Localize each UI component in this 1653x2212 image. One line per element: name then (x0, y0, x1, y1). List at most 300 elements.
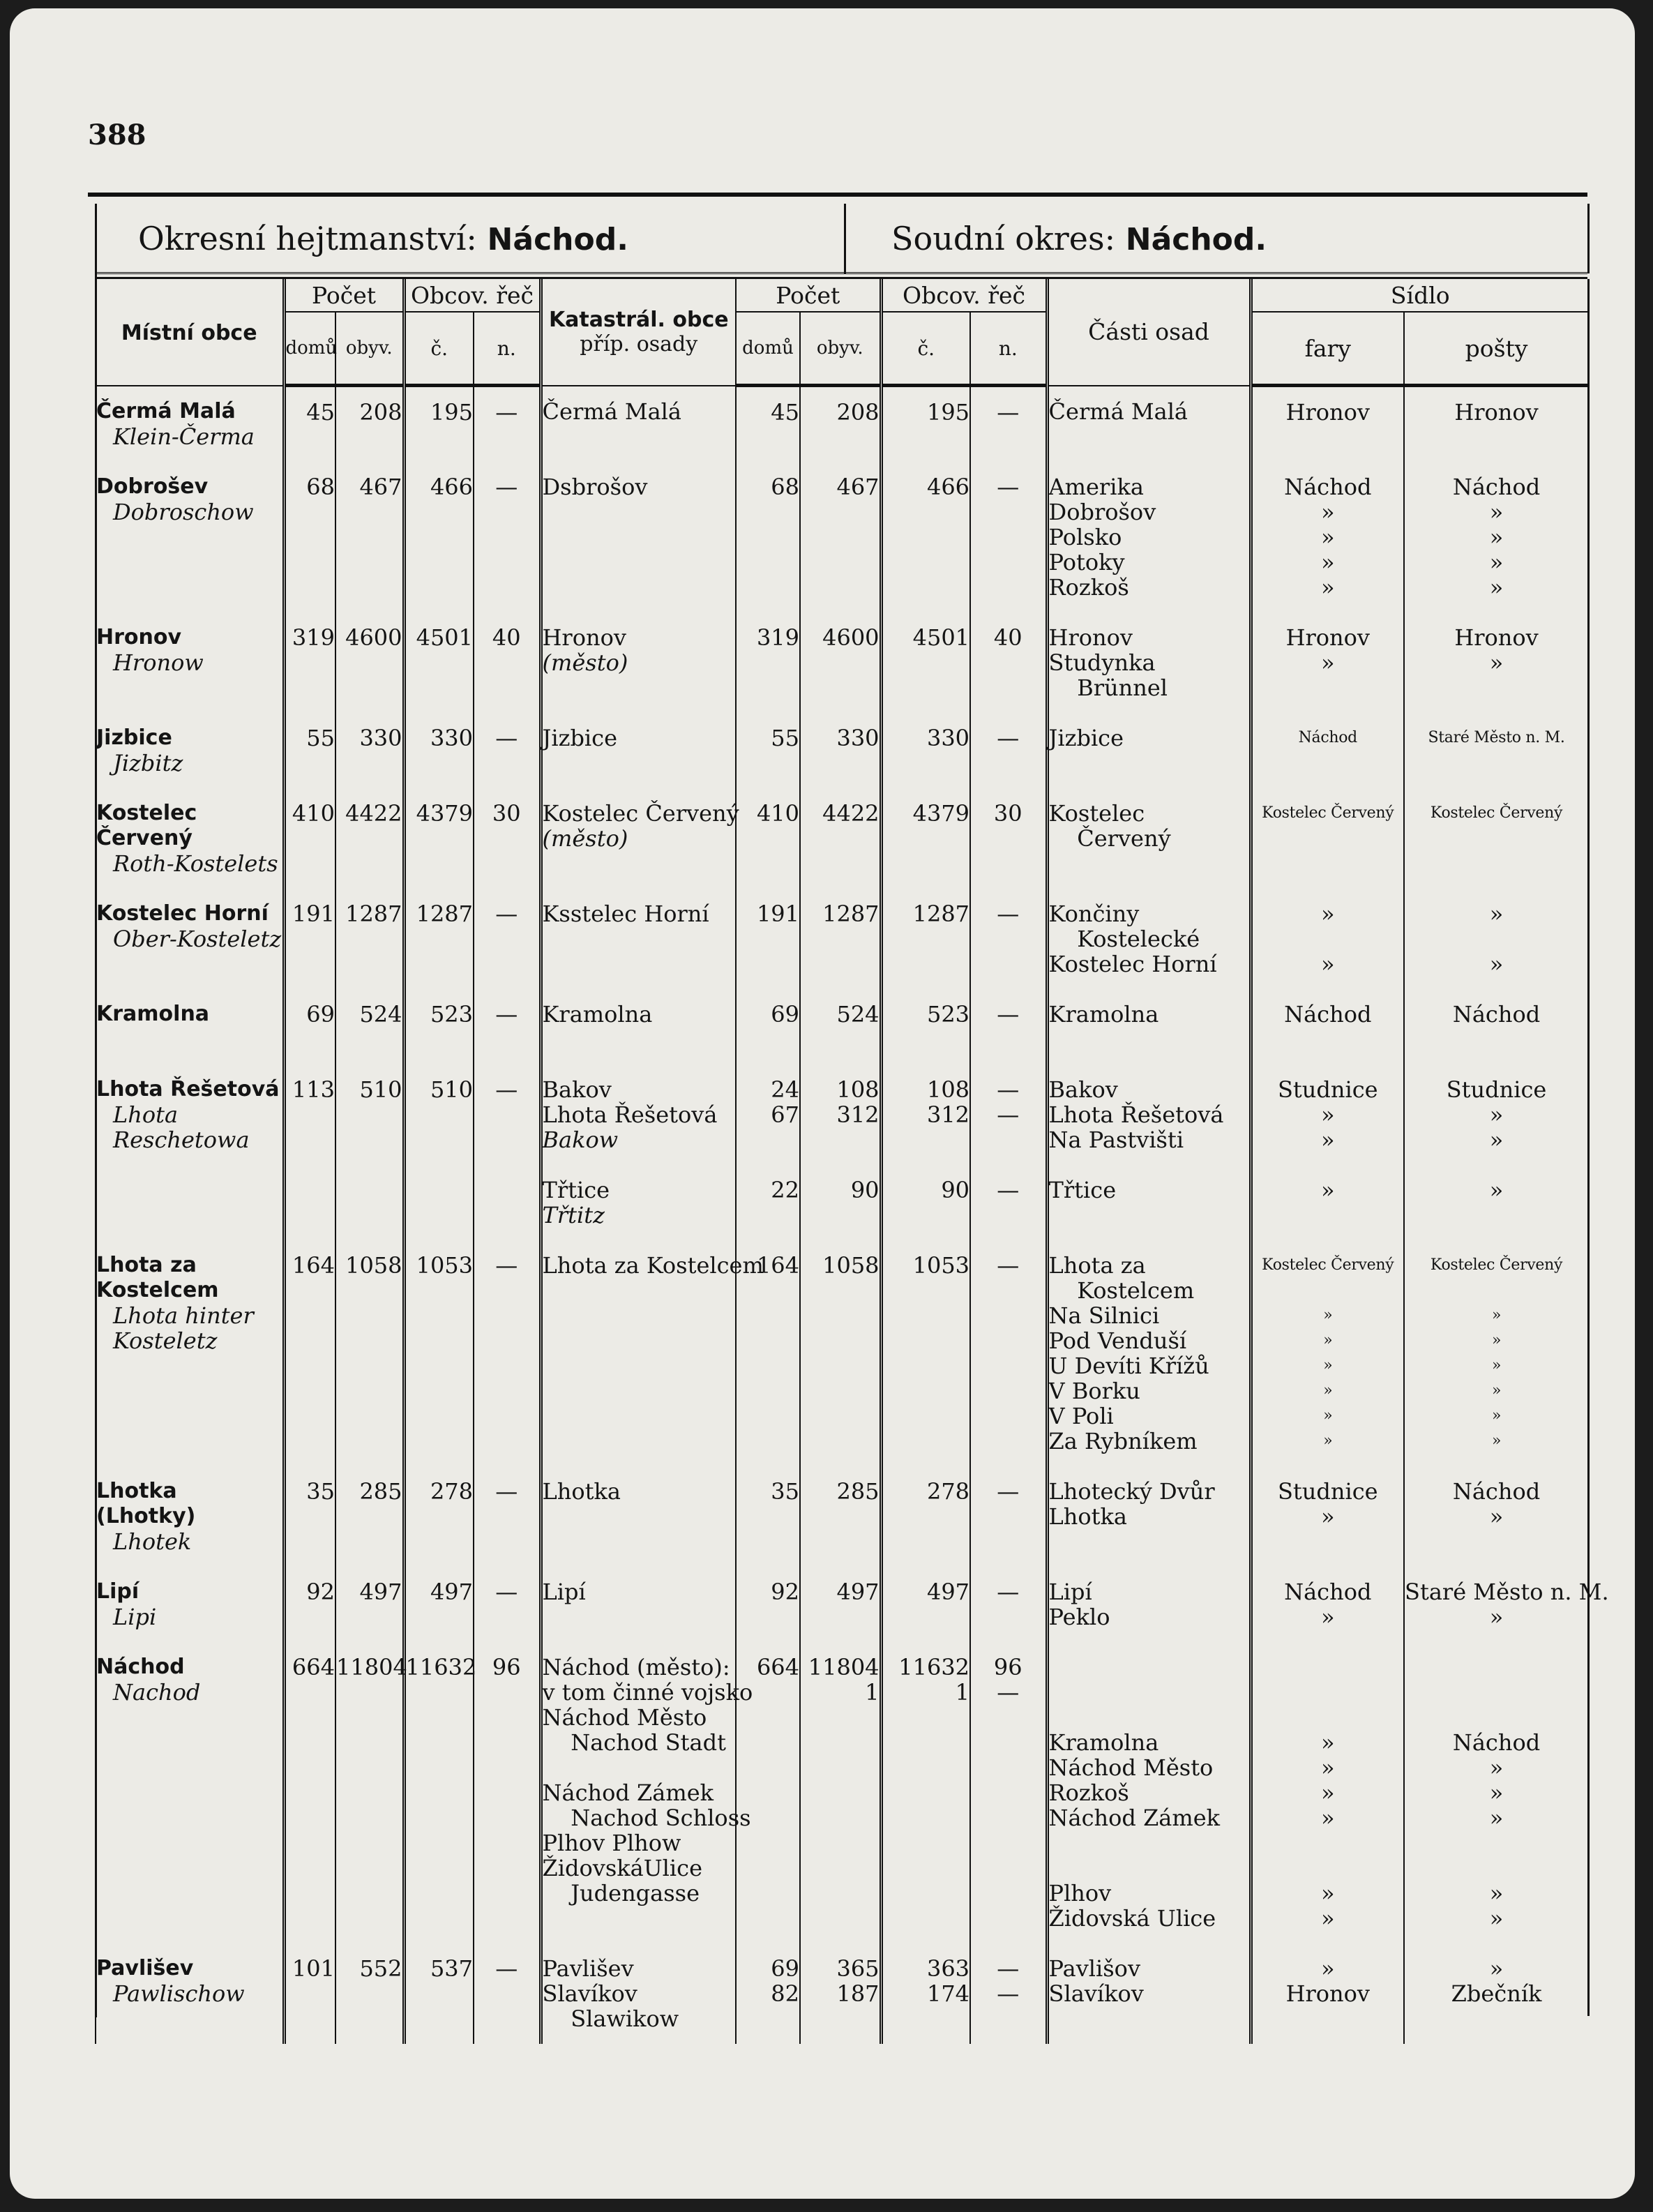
houses-value: 191 (292, 900, 335, 927)
settlement-parts-cell (1047, 612, 1251, 713)
parish-seat-cell (1251, 386, 1404, 462)
cad-czech-value: 497 (926, 1578, 970, 1605)
municipality-name-de: Lhotek (113, 1528, 192, 1555)
municipality-cell (96, 386, 284, 462)
german-speakers-cell (474, 713, 541, 788)
cadastral-name: Čermá Malá (542, 398, 681, 425)
parish-seat-cell (1251, 1943, 1404, 2044)
german-speakers-cell (474, 386, 541, 462)
municipality-name: Kramolna (96, 1001, 210, 1026)
municipality-cell (96, 1240, 284, 1466)
cad-population-value: 365 187 (836, 1955, 880, 2007)
parish-seat-cell (1251, 1466, 1404, 1567)
houses-value: 68 (306, 473, 335, 500)
houses-cell (284, 788, 335, 889)
houses-cell (284, 1466, 335, 1567)
cadastral-cell (541, 788, 739, 889)
population-cell (335, 713, 404, 788)
cad-czech-cell (881, 1064, 970, 1165)
municipality-cell (96, 462, 284, 612)
cad-population-cell (800, 1240, 881, 1466)
german-speakers-value: — (495, 1955, 518, 1982)
settlement-parts-value: Bakov Lhota Řešetová Na Pastvišti (1048, 1076, 1224, 1153)
population-value: 285 (359, 1477, 402, 1505)
german-speakers-value: — (495, 900, 518, 927)
cadastral-cell (541, 713, 736, 788)
cad-population-cell (800, 462, 881, 612)
cad-population-cell (800, 1567, 881, 1642)
cad-german-cell (970, 989, 1047, 1064)
settlement-parts-value: Kramolna (1048, 1000, 1159, 1028)
population-cell (335, 1165, 404, 1240)
settlement-parts-cell (1047, 1240, 1251, 1466)
municipality-name-de: Nachod (113, 1678, 201, 1706)
court-value: Náchod. (1125, 222, 1267, 257)
municipality-name-de: Klein-Čerma (113, 423, 255, 450)
settlement-parts-cell (1047, 1943, 1251, 2044)
parish-seat-cell (1251, 889, 1404, 989)
cad-population-value: 208 (836, 399, 880, 426)
parish-seat-value: » » (1320, 900, 1335, 977)
population-value: 524 (359, 1000, 402, 1028)
cadastral-cell (541, 1642, 753, 1943)
cad-houses-cell (736, 1466, 800, 1567)
cad-german-cell (970, 612, 1047, 713)
cad-houses-value: 69 (771, 1000, 800, 1028)
post-seat-cell (1404, 462, 1588, 612)
municipality-name-de: Roth-Kostelets (113, 850, 278, 877)
population-value: 208 (359, 399, 402, 426)
czech-speakers-cell (404, 1642, 477, 1943)
post-seat-value: » (1489, 1176, 1504, 1203)
czech-speakers-value: 1053 (416, 1251, 474, 1279)
district-value: Náchod. (487, 222, 628, 257)
page-number: 388 (88, 119, 146, 151)
cadastral-cell (541, 1466, 736, 1567)
settlement-parts-value: Lhota za Kostelcem Na Silnici Pod Venduší U Devíti Křížů V Borku V Poli Za Rybníkem (1048, 1251, 1209, 1454)
settlement-parts-value: Třtice (1048, 1176, 1117, 1203)
table-row (96, 989, 1588, 1064)
records-table (95, 279, 1609, 2044)
post-seat-value: Staré Město n. M. » (1405, 1578, 1609, 1630)
houses-cell (284, 1064, 335, 1165)
german-speakers-cell (474, 1567, 541, 1642)
cad-houses-value: 319 (756, 624, 800, 651)
german-speakers-cell (474, 788, 541, 889)
post-seat-value: Studnice » » (1446, 1076, 1547, 1153)
czech-speakers-cell (404, 1567, 474, 1642)
cad-houses-cell (736, 989, 800, 1064)
houses-cell (284, 713, 335, 788)
cadastral-name: Třtice (542, 1176, 610, 1203)
cad-houses-value: 191 (756, 900, 800, 927)
german-speakers-value: — (495, 1251, 518, 1279)
cad-population-value: 497 (836, 1578, 880, 1605)
settlement-parts-cell (1047, 889, 1251, 989)
col-municipality: Místní obce (96, 279, 284, 386)
parish-seat-value: Náchod (1284, 1000, 1372, 1028)
post-seat-cell (1404, 713, 1588, 788)
houses-value: 319 (292, 624, 335, 651)
post-seat-value: Náchod (1452, 1000, 1541, 1028)
municipality-name-de: Pawlischow (113, 1980, 245, 2007)
settlement-parts-cell (1047, 1165, 1251, 1240)
houses-cell (284, 889, 335, 989)
cad-houses-cell (736, 1567, 800, 1642)
houses-value: 410 (292, 799, 335, 827)
population-value: 510 (359, 1076, 402, 1103)
population-value: 497 (359, 1578, 402, 1605)
municipality-name: Hronov (96, 624, 182, 649)
table-row (96, 1567, 1588, 1642)
cadastral-cell (541, 386, 736, 462)
col-cad-obyv: obyv. (800, 312, 881, 386)
houses-cell (284, 612, 335, 713)
cad-czech-cell (881, 612, 970, 713)
settlement-parts-value: Pavlišov Slavíkov (1048, 1955, 1144, 2007)
population-value: 330 (359, 724, 402, 751)
title-bottom-rule (95, 272, 1587, 279)
german-speakers-value: — (495, 724, 518, 751)
cad-houses-value: 664 (756, 1653, 800, 1680)
municipality-name: Lhota za Kostelcem (96, 1252, 219, 1302)
col-obcov-rec: Obcov. řeč (404, 279, 541, 312)
houses-value: 45 (306, 399, 335, 426)
cadastral-name-extra: (město) (542, 825, 628, 852)
col-n: n. (474, 312, 541, 386)
parish-seat-cell (1251, 1064, 1404, 1165)
table-row (96, 462, 1588, 612)
cadastral-name: Náchod (město): v tom činné vojsko Náchod Město Nachod Stadt Náchod Zámek Nachod Schloss Plhov Plhow ŽidovskáUlice Judengasse (542, 1653, 753, 1906)
cad-czech-value: 1053 (912, 1251, 970, 1279)
col-cad-domu: domů (736, 312, 800, 386)
czech-speakers-value: 195 (430, 399, 474, 426)
parish-seat-cell (1251, 612, 1404, 713)
cad-czech-cell (881, 1240, 970, 1466)
czech-speakers-cell (404, 1466, 474, 1567)
parish-seat-value: » » » » » » (1320, 1729, 1335, 1932)
post-seat-cell (1404, 1466, 1588, 1567)
parish-seat-cell (1251, 788, 1404, 889)
cad-population-cell (800, 1165, 881, 1240)
municipality-name: Kostelec Horní (96, 901, 269, 926)
settlement-parts-cell (1047, 386, 1251, 462)
czech-speakers-value: 4501 (416, 624, 474, 651)
cad-houses-cell (736, 1165, 800, 1240)
houses-cell (284, 1567, 335, 1642)
municipality-cell (96, 889, 284, 989)
german-speakers-cell (474, 612, 541, 713)
czech-speakers-value: 497 (430, 1578, 474, 1605)
cad-czech-value: 278 (926, 1477, 970, 1505)
german-speakers-cell (474, 1642, 541, 1943)
cad-population-value: 108 312 (836, 1076, 880, 1128)
population-cell (335, 612, 404, 713)
houses-cell (284, 1240, 335, 1466)
cad-german-cell (970, 1165, 1047, 1240)
czech-speakers-value: 330 (430, 724, 474, 751)
cad-population-value: 1287 (822, 900, 880, 927)
czech-speakers-cell (404, 989, 474, 1064)
cad-czech-value: 330 (926, 724, 970, 751)
page (10, 8, 1635, 2199)
cad-population-value: 285 (836, 1477, 880, 1505)
parish-seat-cell (1251, 1240, 1404, 1466)
cad-german-cell (970, 1642, 1047, 1943)
cad-houses-cell (736, 462, 800, 612)
col-domu: domů (284, 312, 335, 386)
population-cell (335, 788, 404, 889)
cad-czech-cell (881, 1466, 970, 1567)
cad-czech-cell (881, 1642, 970, 1943)
court-title (891, 204, 1267, 273)
cad-houses-cell (736, 788, 800, 889)
cad-houses-cell (736, 1064, 800, 1165)
title-separator (844, 204, 846, 273)
cad-czech-value: 466 (926, 473, 970, 500)
municipality-name-de: Lipi (113, 1603, 157, 1630)
post-seat-cell (1404, 1642, 1588, 1943)
cad-czech-value: 4501 (912, 624, 970, 651)
german-speakers-value: — (495, 1578, 518, 1605)
cad-czech-cell (881, 889, 970, 989)
settlement-parts-value: Hronov Studynka Brünnel (1048, 624, 1168, 701)
german-speakers-value: 40 (492, 624, 521, 651)
cad-german-cell (970, 1466, 1047, 1567)
cadastral-cell (541, 889, 736, 989)
settlement-parts-cell (1047, 989, 1251, 1064)
municipality-name: Pavlišev (96, 1955, 194, 1980)
cad-population-cell (800, 889, 881, 989)
cad-houses-cell (736, 386, 800, 462)
parish-seat-value: Náchod » (1284, 1578, 1372, 1630)
col-cad-n: n. (970, 312, 1047, 386)
district-title (138, 204, 628, 273)
settlement-parts-value: Končiny Kostelecké Kostelec Horní (1048, 900, 1217, 977)
population-value: 1287 (345, 900, 402, 927)
parish-seat-cell (1251, 713, 1404, 788)
german-speakers-value: — (495, 473, 518, 500)
post-seat-cell (1404, 1165, 1588, 1240)
cad-population-cell (800, 989, 881, 1064)
cadastral-cell (541, 612, 736, 713)
cad-population-cell (800, 713, 881, 788)
houses-value: 92 (306, 1578, 335, 1605)
cadastral-name: Kostelec Červený (542, 799, 739, 827)
municipality-cell (96, 612, 284, 713)
czech-speakers-value: 510 (430, 1076, 474, 1103)
czech-speakers-cell (404, 889, 474, 989)
table-row (96, 1064, 1588, 1165)
german-speakers-cell (474, 989, 541, 1064)
cadastral-cell (541, 1165, 736, 1240)
german-speakers-value: — (495, 1477, 518, 1505)
houses-cell (284, 1943, 335, 2044)
czech-speakers-value: 4379 (416, 799, 474, 827)
cad-population-cell (800, 1943, 881, 2044)
cad-houses-value: 92 (771, 1578, 800, 1605)
cad-german-value: — (997, 1000, 1020, 1028)
population-cell (335, 989, 404, 1064)
cadastral-cell (541, 462, 736, 612)
cad-population-cell (800, 788, 881, 889)
settlement-parts-value: Kramolna Náchod Město Rozkoš Náchod Zámek Plhov Židovská Ulice (1048, 1729, 1221, 1932)
cad-german-value: — (997, 1578, 1020, 1605)
cad-houses-cell (736, 1943, 800, 2044)
population-cell (335, 1240, 404, 1466)
cad-population-cell (800, 612, 881, 713)
czech-speakers-value: 278 (430, 1477, 474, 1505)
cad-german-cell (970, 1567, 1047, 1642)
population-value: 467 (359, 473, 402, 500)
post-seat-value: » Zbečník (1451, 1955, 1542, 2007)
cadastral-name: Lhotka (542, 1477, 621, 1505)
cad-czech-value: 11632 1 (898, 1653, 970, 1706)
population-cell (335, 386, 404, 462)
municipality-cell (96, 1165, 284, 1240)
table-row (96, 713, 1588, 788)
parish-seat-cell (1251, 989, 1404, 1064)
cad-population-cell (800, 1642, 881, 1943)
czech-speakers-value: 537 (430, 1955, 474, 1982)
population-cell (335, 462, 404, 612)
municipality-name: Jizbice (96, 725, 172, 750)
col-pocet: Počet (284, 279, 404, 312)
cad-population-value: 4600 (822, 624, 880, 651)
cadastral-name: Dsbrošov (542, 473, 648, 500)
municipality-name: Čermá Malá (96, 398, 236, 423)
cadastral-name-extra: Bakow (542, 1126, 619, 1153)
cad-czech-value: 4379 (912, 799, 970, 827)
cad-czech-value: 1287 (912, 900, 970, 927)
post-seat-value: Hronov (1454, 399, 1539, 426)
czech-speakers-value: 11632 (405, 1653, 477, 1680)
cadastral-name-extra: Třtitz (542, 1201, 605, 1228)
post-seat-value: Staré Město n. M. (1428, 728, 1565, 746)
cad-german-cell (970, 386, 1047, 462)
settlement-parts-cell (1047, 788, 1251, 889)
post-seat-cell (1404, 1567, 1609, 1642)
col-fary: fary (1251, 312, 1404, 386)
german-speakers-value: 96 (492, 1653, 521, 1680)
post-seat-cell (1404, 386, 1588, 462)
post-seat-value: Kostelec Červený » » » » » » (1430, 1256, 1563, 1450)
houses-cell (284, 1642, 335, 1943)
parish-seat-cell (1251, 1567, 1404, 1642)
municipality-cell (96, 1943, 284, 2044)
czech-speakers-cell (404, 1240, 474, 1466)
municipality-name: Lipí (96, 1579, 139, 1604)
parish-seat-value: Hronov (1285, 399, 1370, 426)
cad-houses-value: 35 (771, 1477, 800, 1505)
cad-czech-cell (881, 989, 970, 1064)
parish-seat-value: Hronov » (1285, 624, 1370, 676)
cad-population-cell (800, 1064, 881, 1165)
german-speakers-cell (474, 1165, 541, 1240)
settlement-parts-value: Kostelec Červený (1048, 799, 1171, 852)
cad-german-value: — (997, 473, 1020, 500)
municipality-name-de: Dobroschow (113, 498, 254, 525)
post-seat-cell (1404, 1943, 1588, 2044)
post-seat-value: » » (1489, 900, 1504, 977)
table-row (96, 889, 1588, 989)
cad-german-cell (970, 788, 1047, 889)
czech-speakers-value: 466 (430, 473, 474, 500)
cad-population-value: 90 (850, 1176, 880, 1203)
table-row (96, 1165, 1588, 1240)
cad-czech-value: 195 (926, 399, 970, 426)
cad-german-value: — (997, 1176, 1020, 1203)
settlement-parts-cell (1047, 1642, 1251, 1943)
cad-houses-value: 68 (771, 473, 800, 500)
table-row (96, 1466, 1588, 1567)
cad-population-value: 467 (836, 473, 880, 500)
population-value: 4600 (345, 624, 402, 651)
cadastral-name: Kramolna (542, 1000, 653, 1028)
municipality-cell (96, 713, 284, 788)
cad-german-value: — (997, 1251, 1020, 1279)
col-c: č. (404, 312, 474, 386)
cad-german-cell (970, 1064, 1047, 1165)
cad-czech-cell (881, 386, 970, 462)
right-edge-rule (1587, 279, 1590, 2016)
german-speakers-value: 30 (492, 799, 521, 827)
col-cadastral: Katastrál. obce příp. osady (541, 279, 736, 386)
table-row (96, 788, 1588, 889)
cad-houses-cell (736, 713, 800, 788)
cadastral-name: Hronov (542, 624, 626, 651)
cadastral-name: Jizbice (542, 724, 618, 751)
german-speakers-value: — (495, 1000, 518, 1028)
houses-cell (284, 989, 335, 1064)
cad-houses-cell (736, 612, 800, 713)
population-cell (335, 1466, 404, 1567)
population-cell (335, 1642, 407, 1943)
records-body (96, 386, 1609, 2044)
czech-speakers-value: 523 (430, 1000, 474, 1028)
houses-value: 164 (292, 1251, 335, 1279)
czech-speakers-cell (404, 1943, 474, 2044)
district-label: Okresní hejtmanství: (138, 220, 477, 257)
settlement-parts-value: Čermá Malá (1048, 398, 1188, 425)
settlement-parts-value: Lipí Peklo (1048, 1578, 1110, 1630)
population-cell (335, 1064, 404, 1165)
parish-seat-cell (1251, 462, 1404, 612)
german-speakers-value: — (495, 399, 518, 426)
population-value: 11804 (336, 1653, 407, 1680)
col-cad-pocet: Počet (736, 279, 881, 312)
cadastral-name: Pavlišev Slavíkov Slawikow (542, 1955, 679, 2032)
cad-houses-value: 22 (771, 1176, 800, 1203)
col-cad-c: č. (881, 312, 970, 386)
cad-houses-value: 24 67 (771, 1076, 800, 1128)
municipality-cell (96, 1466, 284, 1567)
title-bar (95, 204, 1590, 273)
german-speakers-cell (474, 889, 541, 989)
municipality-name-de: Hronow (113, 649, 204, 676)
municipality-name-de: Lhota Reschetowa (113, 1101, 250, 1153)
czech-speakers-cell (404, 386, 474, 462)
post-seat-cell (1404, 788, 1588, 889)
cadastral-name: Lhota za Kostelcem (542, 1251, 764, 1279)
cad-czech-cell (881, 1165, 970, 1240)
cad-german-cell (970, 1943, 1047, 2044)
german-speakers-cell (474, 1466, 541, 1567)
parish-seat-value: Kostelec Červený » » » » » » (1262, 1256, 1394, 1450)
cad-german-value: — (997, 900, 1020, 927)
parish-seat-cell (1251, 1642, 1404, 1943)
german-speakers-cell (474, 1064, 541, 1165)
